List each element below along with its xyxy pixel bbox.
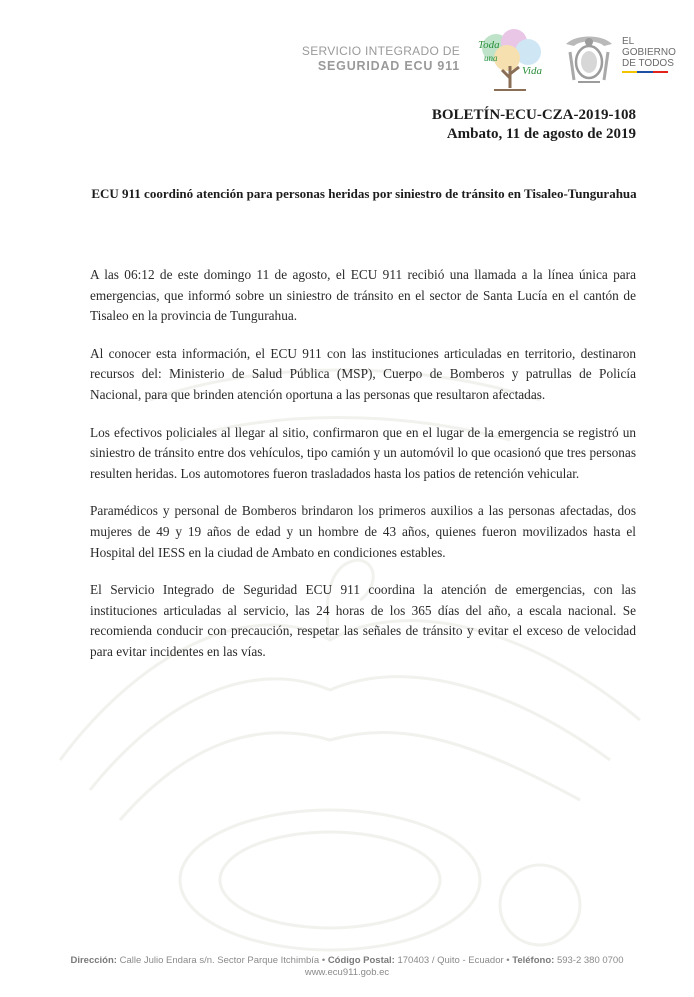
bulletin-header (432, 106, 636, 144)
page-footer: Dirección: Calle Julio Endara s/n. Sector Parque Itchimbía • Código Postal: 170403 / Quito - Ecuador • Teléfono: 593-2 380 0700 www.ecu911.gob.ec (0, 955, 694, 979)
stripe-red (653, 71, 668, 73)
document-title: ECU 911 coordinó atención para personas heridas por siniestro de tránsito en Tisaleo-Tungurahua (91, 186, 637, 201)
gobierno-de-todos-logo (622, 36, 692, 73)
tree-text-toda: Toda (478, 39, 500, 51)
footer-postal-label: Código Postal: (327, 955, 395, 966)
gov-logo-line3: DE TODOS (622, 58, 674, 69)
gov-tricolor-stripe (622, 71, 668, 73)
toda-una-vida-tree-icon (474, 26, 548, 96)
footer-website: www.ecu911.gob.ec (304, 967, 390, 978)
footer-phone: 593-2 380 0700 (556, 955, 624, 966)
gov-logo-line2: GOBIERNO (622, 47, 676, 58)
body-paragraph: Al conocer esta información, el ECU 911 con las instituciones articuladas en territorio, destinaron recursos del: Ministerio de Salud Pública (MSP), Cuerpo de Bomberos y patrullas de Policía Nacional, para que brinden atención oportuna a las personas que resultaron afectadas. (90, 345, 636, 402)
body-paragraph: Paramédicos y personal de Bomberos brindaron los primeros auxilios a las personas afectadas, dos mujeres de 49 y 19 años de edad y un hombre de 43 años, quienes fueron movilizados hasta el Hospital del IESS en la ciudad de Ambato en condiciones estables. (90, 503, 636, 560)
tree-text-vida: Vida (522, 65, 542, 77)
stripe-blue (637, 71, 652, 73)
ecu911-logo (300, 44, 460, 74)
document-body (90, 265, 636, 680)
body-paragraph: A las 06:12 de este domingo 11 de agosto, el ECU 911 recibió una llamada a la línea única para emergencias, que informó sobre un siniestro de tránsito en el sector de Santa Lucía en el cantón de Tisaleo en la provincia de Tungurahua. (90, 267, 636, 324)
bulletin-code: BOLETÍN-ECU-CZA-2019-108 (431, 107, 636, 123)
bulletin-date: Ambato, 11 de agosto de 2019 (446, 126, 636, 142)
footer-address-label: Dirección: (70, 955, 117, 966)
ecu911-logo-line2: SEGURIDAD ECU 911 (317, 59, 460, 73)
ecuador-coat-of-arms-icon (560, 30, 618, 88)
footer-address: Calle Julio Endara s/n. Sector Parque Itchimbía (119, 955, 320, 966)
body-paragraph: Los efectivos policiales al llegar al sitio, confirmaron que en el lugar de la emergencia se registró un siniestro de tránsito entre dos vehículos, tipo camión y un automóvil lo que ocasionó que tres personas resulten heridas. Los automotores fueron trasladados hasta los patios de retención vehicular. (90, 424, 636, 481)
stripe-yellow (622, 71, 637, 73)
ecu911-logo-line1: SERVICIO INTEGRADO DE (301, 44, 460, 58)
body-paragraph: El Servicio Integrado de Seguridad ECU 911 coordina la atención de emergencias, con las instituciones articuladas al servicio, las 24 horas de los 365 días del año, a escala nacional. Se recomienda conducir con precaución, respetar las señales de tránsito y evitar el exceso de velocidad para evitar incidentes en las vías. (90, 582, 636, 659)
tree-text-una: una (484, 53, 498, 63)
footer-postal: 170403 / Quito - Ecuador (397, 955, 504, 966)
footer-phone-label: Teléfono: (512, 955, 555, 966)
gov-logo-line1: EL (622, 36, 635, 47)
